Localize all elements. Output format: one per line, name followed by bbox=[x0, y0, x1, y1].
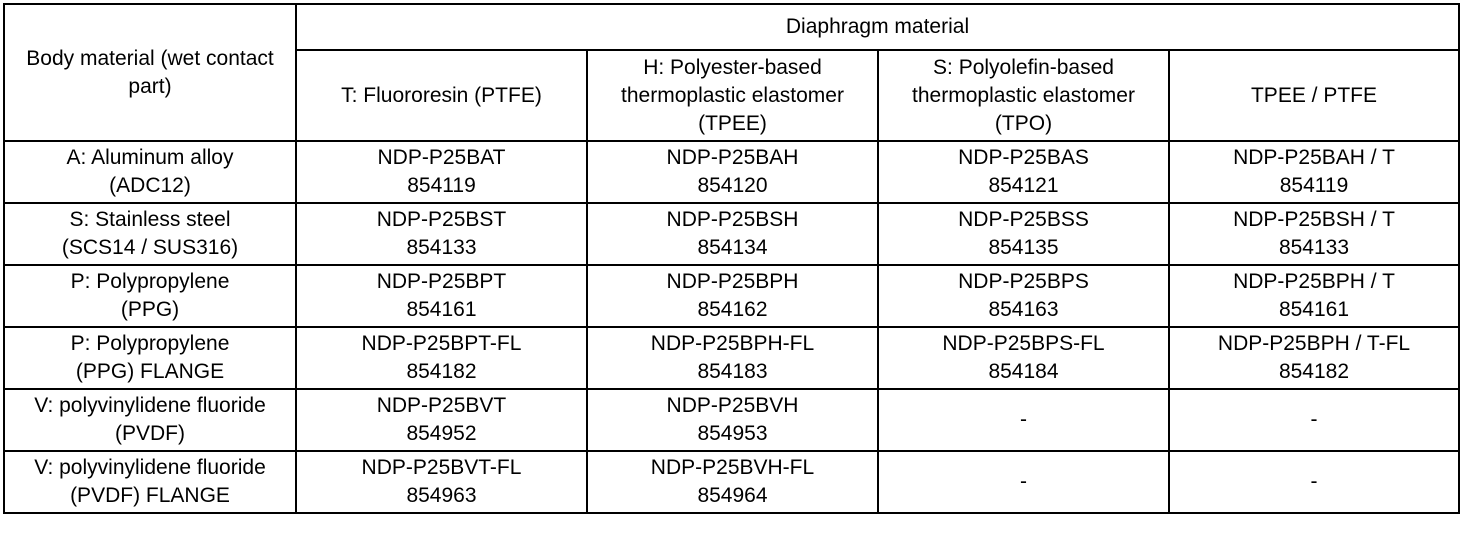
model-cell-tpee: NDP-P25BPH 854162 bbox=[587, 265, 878, 327]
body-material-cell: V: polyvinylidene fluoride (PVDF) bbox=[4, 389, 296, 451]
table-body bbox=[4, 141, 1459, 513]
table-row bbox=[4, 327, 1459, 389]
diaphragm-material-header: Diaphragm material bbox=[296, 4, 1459, 50]
table-row bbox=[4, 451, 1459, 513]
table-row bbox=[4, 141, 1459, 203]
column-header-tpee: H: Polyester-based thermoplastic elastomer (TPEE) bbox=[587, 50, 878, 141]
model-cell-tpee: NDP-P25BVH-FL 854964 bbox=[587, 451, 878, 513]
model-cell-ptfe: NDP-P25BAT 854119 bbox=[296, 141, 587, 203]
model-cell-tpee: NDP-P25BAH 854120 bbox=[587, 141, 878, 203]
model-cell-tpee: NDP-P25BVH 854953 bbox=[587, 389, 878, 451]
model-cell-tpee-ptfe: NDP-P25BAH / T 854119 bbox=[1169, 141, 1459, 203]
model-cell-tpo: - bbox=[878, 451, 1169, 513]
model-cell-tpee: NDP-P25BSH 854134 bbox=[587, 203, 878, 265]
body-material-header: Body material (wet contact part) bbox=[4, 4, 296, 141]
model-cell-ptfe: NDP-P25BVT-FL 854963 bbox=[296, 451, 587, 513]
model-cell-ptfe: NDP-P25BVT 854952 bbox=[296, 389, 587, 451]
model-cell-tpee-ptfe: - bbox=[1169, 389, 1459, 451]
table-row bbox=[4, 265, 1459, 327]
table-row bbox=[4, 203, 1459, 265]
model-cell-ptfe: NDP-P25BPT 854161 bbox=[296, 265, 587, 327]
model-cell-tpee: NDP-P25BPH-FL 854183 bbox=[587, 327, 878, 389]
model-cell-tpee-ptfe: NDP-P25BPH / T 854161 bbox=[1169, 265, 1459, 327]
body-material-cell: P: Polypropylene (PPG) bbox=[4, 265, 296, 327]
column-header-tpee-ptfe: TPEE / PTFE bbox=[1169, 50, 1459, 141]
header-row bbox=[4, 4, 1459, 50]
table-row bbox=[4, 389, 1459, 451]
model-cell-tpo: NDP-P25BSS 854135 bbox=[878, 203, 1169, 265]
column-header-tpo: S: Polyolefin-based thermoplastic elastomer (TPO) bbox=[878, 50, 1169, 141]
model-cell-ptfe: NDP-P25BST 854133 bbox=[296, 203, 587, 265]
model-cell-tpo: NDP-P25BAS 854121 bbox=[878, 141, 1169, 203]
model-cell-tpee-ptfe: NDP-P25BPH / T-FL 854182 bbox=[1169, 327, 1459, 389]
model-cell-tpo: NDP-P25BPS 854163 bbox=[878, 265, 1169, 327]
body-material-cell: V: polyvinylidene fluoride (PVDF) FLANGE bbox=[4, 451, 296, 513]
model-cell-tpee-ptfe: NDP-P25BSH / T 854133 bbox=[1169, 203, 1459, 265]
body-material-cell: A: Aluminum alloy (ADC12) bbox=[4, 141, 296, 203]
model-cell-tpee-ptfe: - bbox=[1169, 451, 1459, 513]
body-material-cell: P: Polypropylene (PPG) FLANGE bbox=[4, 327, 296, 389]
body-material-cell: S: Stainless steel (SCS14 / SUS316) bbox=[4, 203, 296, 265]
model-cell-tpo: NDP-P25BPS-FL 854184 bbox=[878, 327, 1169, 389]
model-cell-ptfe: NDP-P25BPT-FL 854182 bbox=[296, 327, 587, 389]
model-selection-table bbox=[3, 3, 1460, 514]
model-cell-tpo: - bbox=[878, 389, 1169, 451]
column-header-ptfe: T: Fluororesin (PTFE) bbox=[296, 50, 587, 141]
